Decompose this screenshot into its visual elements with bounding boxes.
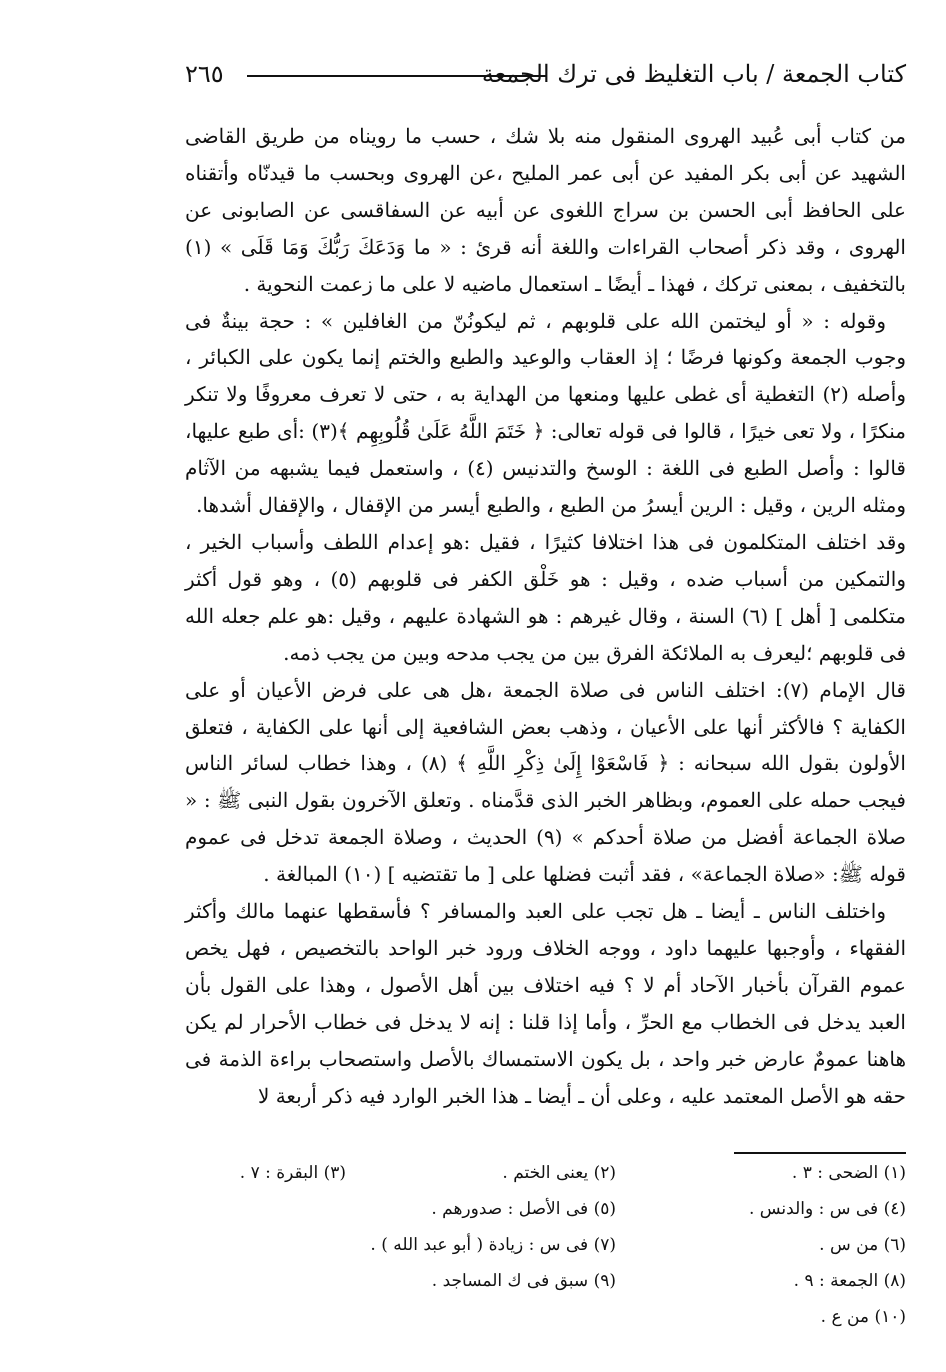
footnote: (٣) البقرة : ٧ . <box>239 1163 346 1183</box>
paragraph: وقد اختلف المتكلمون فى هذا اختلافا كثيرًا ، فقيل :هو إعدام اللطف وأسباب الخير ، والتمكين من أسباب ضده ، وقيل : هو خَلْق الكفر فى قلوبهم (٥) ، وهو قول أكثر متكلمى [ أهل ] (٦) السنة ، وقال غيرهم : هو الشهادة عليهم ، وقيل :هو علم جعله الله فى قلوبهم ؛ليعرف به الملائكة الفرق بين من يجب مدحه وبين من يجب ذمه. <box>185 529 907 665</box>
footnote: (٩) سبق فى ك المساجد . <box>431 1271 616 1291</box>
footnote: (١) الضحى : ٣ . <box>791 1163 906 1183</box>
footnote-rule <box>734 1152 906 1154</box>
paragraph: قال الإمام (٧): اختلف الناس فى صلاة الجمعة ،هل هى على فرض الأعيان أو على الكفاية ؟ فالأكثر أنها على الأعيان ، وذهب بعض الشافعية إلى أنها على الكفاية ، فتعلق الأولون بقول الله سبحانه : ﴿ فَاسْعَوْا إِلَىٰ ذِكْرِ اللَّهِ ﴾ (٨) ، وهذا خطاب لسائر الناس فيجب حمله على العموم، وبظاهر الخبر الذى قدَّمناه . وتعلق الآخرون بقول النبى ﷺ : « صلاة الجماعة أفضل من صلاة أحدكم » (٩) الحديث ، وصلاة الجمعة تدخل فى عموم قوله ﷺ: «صلاة الجماعة» ، فقد أثبت فضلها على [ ما تقتضيه ] (١٠) المبالغة . <box>185 677 906 887</box>
page-number: ٢٦٥ <box>185 60 224 88</box>
paragraph: من كتاب أبى عُبيد الهروى المنقول منه بلا شك ، حسب ما رويناه من طريق القاضى الشهيد عن أبى بكر المفيد عن أبى عمر المليح ،عن الهروى وبحسب ما قيدنّاه وأتقناه على الحافظ أبى الحسن بن سراج اللغوى عن أبيه عن السفاقسى عن الصابونى عن الهروى ، وقد ذكر أصحاب القراءات واللغة أنه قرئ : « ما وَدَعَكَ رَبُّكَ وَمَا قَلَى » (١) بالتخفيف ، بمعنى تركك ، فهذا ـ أيضًا ـ استعمال ماضيه لا على ما زعمت النحوية . <box>185 124 906 296</box>
footnote: (٨) الجمعة : ٩ . <box>793 1271 906 1291</box>
running-title: كتاب الجمعة / باب التغليظ فى ترك الجمعة <box>481 60 906 88</box>
footnote: (٥) فى الأصل : صدورهم . <box>431 1199 616 1219</box>
footnote: (١٠) من ع . <box>820 1307 906 1327</box>
footnote: (٢) يعنى الختم . <box>502 1163 616 1183</box>
page-header <box>185 60 906 100</box>
footnotes <box>185 1160 906 1330</box>
footnote: (٧) فى س : زيادة ( أبو عبد الله ) . <box>370 1235 616 1255</box>
header-rule <box>247 75 546 77</box>
main-text <box>185 118 906 1114</box>
paragraph: وقوله : « أو ليختمن الله على قلوبهم ، ثم ليكونُنّ من الغافلين » : حجة بينةٌ فى وجوب الجمعة وكونها فرضًا ؛ إذ العقاب والوعيد والطبع والختم إنما يكون على الكبائر ، وأصله (٢) التغطية أى غطى عليها ومنعها من الهداية به ، حتى لا تعرف معروفًا ولا تنكر منكرًا ، ولا تعى خيرًا ، قالوا فى قوله تعالى: ﴿ خَتَمَ اللَّهُ عَلَىٰ قُلُوبِهِم ﴾(٣) :أى طبع عليها، قالوا : وأصل الطبع فى اللغة : الوسخ والتدنيس (٤) ، واستعمل فيما يشبهه من الآثام ومثله الرين ، وقيل : الرين أيسرُ من الطبع ، والطبع أيسر من الإقفال ، والإقفال أشدها. <box>185 308 907 518</box>
paragraph: واختلف الناس ـ أيضا ـ هل تجب على العبد والمسافر ؟ فأسقطها عنهما مالك وأكثر الفقهاء ، وأوجبها عليهما داود ، ووجه الخلاف ورود خبر الواحد بالتخصيص ، فهل يخص عموم القرآن بأخبار الآحاد أم لا ؟ فيه اختلاف بين أهل الأصول ، وهذا على القول بأن العبد يدخل فى الخطاب مع الحرِّ ، وأما إذا قلنا : إنه لا يدخل فى خطاب الأحرار لم يكن هاهنا عمومٌ عارض خبر واحد ، بل يكون الاستمساك بالأصل واستصحاب براءة الذمة فى حقه هو الأصل المعتمد عليه ، وعلى أن ـ أيضا ـ هذا الخبر الوارد فيه ذكر أربعة لا <box>185 899 906 1108</box>
footnote: (٤) فى س : والدنس . <box>748 1199 906 1219</box>
footnote: (٦) من س . <box>819 1235 906 1255</box>
